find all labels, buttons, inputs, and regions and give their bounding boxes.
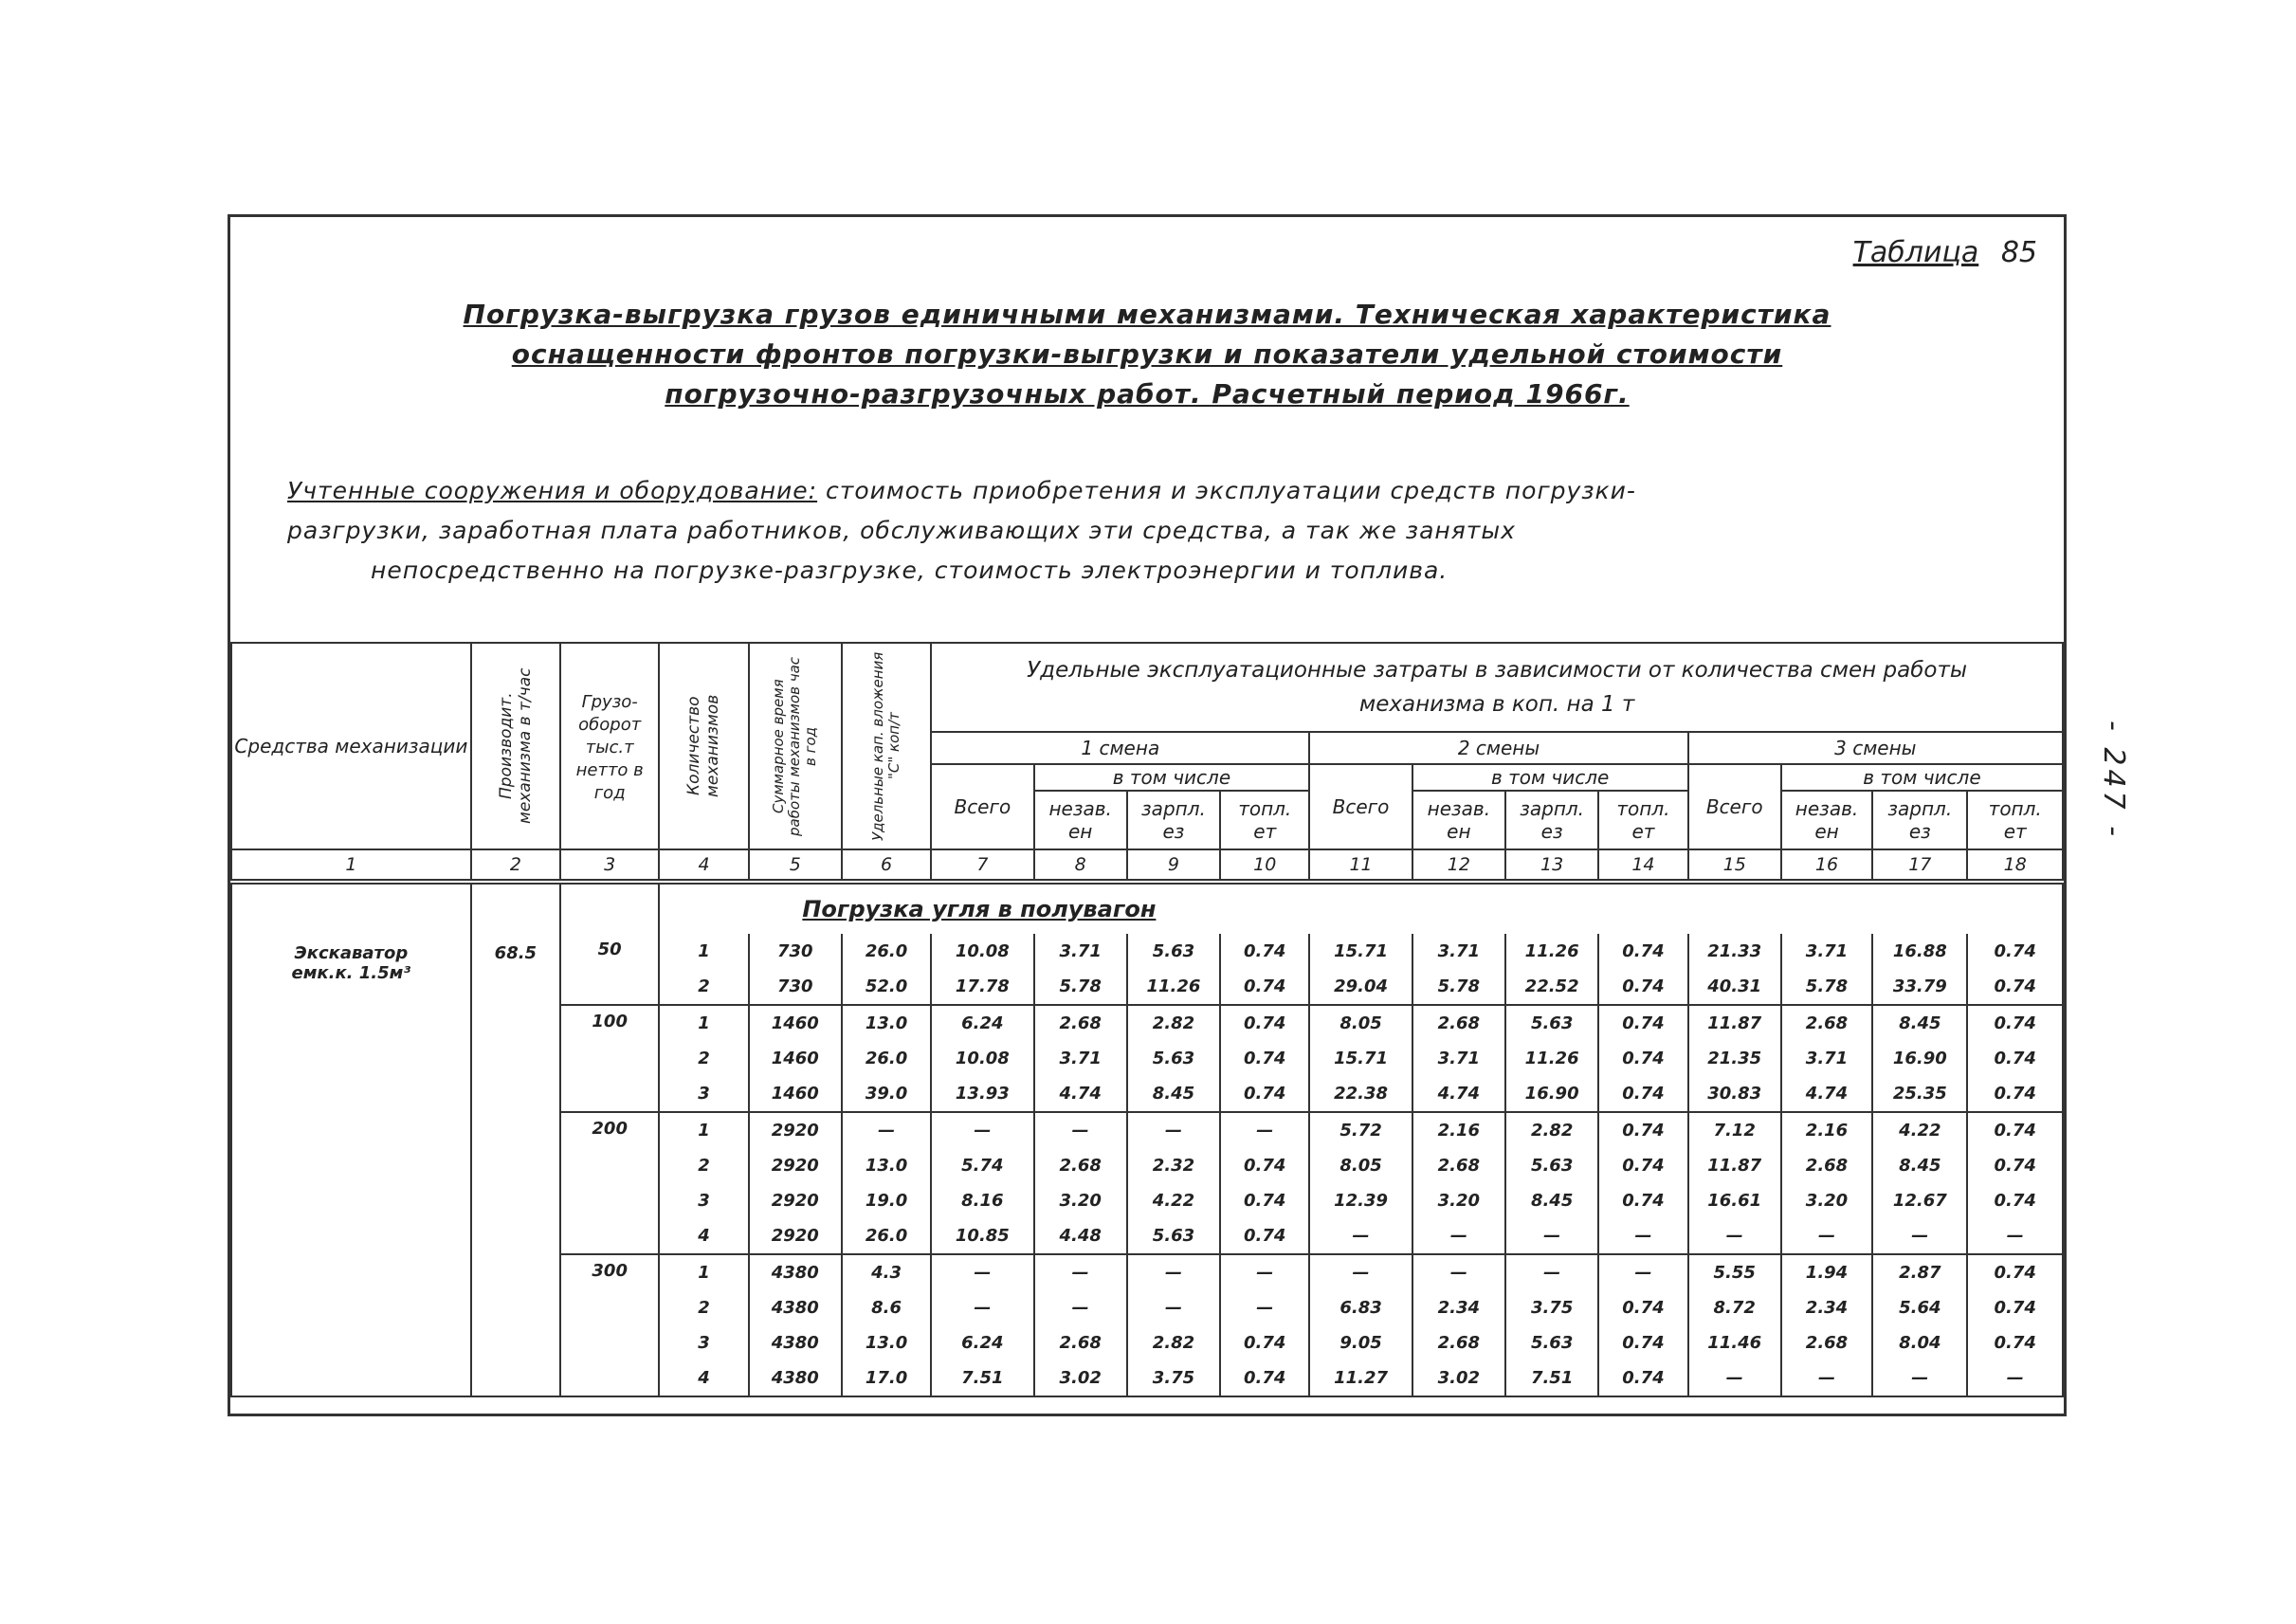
table-cell: 0.74 [1967, 1290, 2063, 1325]
table-cell: 0.74 [1967, 934, 2063, 969]
column-number: 6 [842, 849, 931, 882]
table-cell: 16.61 [1688, 1183, 1781, 1218]
table-cell: 2920 [749, 1148, 842, 1183]
table-number-heading [1853, 236, 2037, 269]
table-cell: 0.74 [1220, 969, 1309, 1005]
table-title [230, 295, 2064, 414]
table-cell: 1 [659, 1005, 748, 1041]
table-cell: 7.51 [931, 1360, 1033, 1396]
title-line-1: Погрузка-выгрузка грузов единичными механизмами. Техническая характеристика [463, 299, 1831, 330]
table-cell: — [1412, 1254, 1505, 1290]
table-cell: 2.68 [1034, 1148, 1127, 1183]
header-total-2: Всего [1309, 764, 1412, 849]
table-cell: 0.74 [1598, 1112, 1687, 1148]
table-cell: — [931, 1112, 1033, 1148]
table-cell: — [1309, 1254, 1412, 1290]
table-cell: 5.78 [1781, 969, 1872, 1005]
table-cell: 26.0 [842, 934, 931, 969]
table-cell: 3.75 [1127, 1360, 1220, 1396]
table-cell: 12.39 [1309, 1183, 1412, 1218]
column-number: 8 [1034, 849, 1127, 882]
table-label: Таблица [1852, 236, 1979, 269]
table-cell: 4380 [749, 1254, 842, 1290]
table-cell: 12.67 [1872, 1183, 1967, 1218]
table-cell: 17.78 [931, 969, 1033, 1005]
section-row [231, 882, 2063, 934]
table-cell: 6.24 [931, 1325, 1033, 1360]
column-number: 17 [1872, 849, 1967, 882]
data-table [230, 642, 2064, 1397]
table-cell: 4.74 [1034, 1076, 1127, 1112]
table-cell: 3.20 [1412, 1183, 1505, 1218]
table-cell: 9.05 [1309, 1325, 1412, 1360]
table-cell: 3.71 [1412, 1041, 1505, 1076]
header-incl-3: в том числе [1781, 764, 2063, 791]
column-number: 16 [1781, 849, 1872, 882]
table-cell: 10.08 [931, 934, 1033, 969]
table-cell: — [1688, 1360, 1781, 1396]
table-cell: — [1967, 1218, 2063, 1254]
table-cell: — [1505, 1218, 1598, 1254]
table-cell: 2.34 [1412, 1290, 1505, 1325]
table-cell: — [1127, 1254, 1220, 1290]
table-cell: 0.74 [1598, 1041, 1687, 1076]
table-cell: 26.0 [842, 1218, 931, 1254]
table-cell: 4.3 [842, 1254, 931, 1290]
table-cell: 13.0 [842, 1005, 931, 1041]
table-cell: 8.45 [1505, 1183, 1598, 1218]
header-zarpl-1: зарпл. ез [1127, 791, 1220, 849]
table-cell: 2.16 [1412, 1112, 1505, 1148]
note-lead: Учтенные сооружения и оборудование: [287, 477, 818, 504]
table-cell: 0.74 [1967, 1148, 2063, 1183]
table-cell: 15.71 [1309, 1041, 1412, 1076]
table-cell: — [1688, 1218, 1781, 1254]
table-cell: 3.71 [1412, 934, 1505, 969]
table-cell: 8.16 [931, 1183, 1033, 1218]
table-cell: 0.74 [1598, 1076, 1687, 1112]
machine-line-1: Экскаватор [294, 943, 409, 963]
table-header [231, 643, 2063, 882]
table-cell: 3 [659, 1325, 748, 1360]
table-cell: — [1598, 1218, 1687, 1254]
table-cell: 1 [659, 1112, 748, 1148]
column-number: 15 [1688, 849, 1781, 882]
table-cell: 11.26 [1505, 1041, 1598, 1076]
table-cell: 5.63 [1505, 1005, 1598, 1041]
header-shift-3: 3 смены [1688, 732, 2063, 764]
table-cell: — [1505, 1254, 1598, 1290]
table-cell: — [931, 1290, 1033, 1325]
table-cell: — [1781, 1218, 1872, 1254]
table-cell: 0.74 [1220, 1148, 1309, 1183]
accounted-items-note [287, 471, 2007, 591]
table-cell: 39.0 [842, 1076, 931, 1112]
table-cell: 2.82 [1127, 1005, 1220, 1041]
table-cell: 8.05 [1309, 1005, 1412, 1041]
table-cell: — [1127, 1112, 1220, 1148]
table-cell: 30.83 [1688, 1076, 1781, 1112]
table-cell: 1460 [749, 1076, 842, 1112]
note-line-3: непосредственно на погрузке-разгрузке, стоимость электроэнергии и топлива. [371, 557, 1449, 584]
table-cell: 5.63 [1127, 934, 1220, 969]
table-cell: 11.87 [1688, 1005, 1781, 1041]
column-number: 2 [471, 849, 560, 882]
table-cell: — [1034, 1254, 1127, 1290]
table-cell: 1 [659, 934, 748, 969]
table-cell: 0.74 [1967, 1112, 2063, 1148]
note-line-1 [287, 471, 2007, 511]
table-cell: 5.64 [1872, 1290, 1967, 1325]
column-number: 10 [1220, 849, 1309, 882]
table-cell: 3 [659, 1076, 748, 1112]
table-cell: 8.04 [1872, 1325, 1967, 1360]
machine-productivity: 68.5 [471, 882, 560, 1396]
table-cell: 8.72 [1688, 1290, 1781, 1325]
title-line-3: погрузочно-разгрузочных работ. Расчетный период 1966г. [665, 378, 1630, 410]
header-total-3: Всего [1688, 764, 1781, 849]
table-cell: — [1034, 1112, 1127, 1148]
table-cell: 2.87 [1872, 1254, 1967, 1290]
table-cell: — [931, 1254, 1033, 1290]
table-cell: 0.74 [1967, 1005, 2063, 1041]
turnover-cell: 300 [560, 1254, 659, 1396]
table-cell: 2.68 [1781, 1005, 1872, 1041]
table-cell: 40.31 [1688, 969, 1781, 1005]
header-means: Средства механизации [231, 643, 471, 849]
table-cell: 0.74 [1967, 1254, 2063, 1290]
table-cell: 0.74 [1598, 1325, 1687, 1360]
table-cell: 3.20 [1034, 1183, 1127, 1218]
column-number: 1 [231, 849, 471, 882]
table-cell: — [1034, 1290, 1127, 1325]
header-count: Количество механизмов [659, 643, 748, 849]
header-incl-1: в том числе [1034, 764, 1310, 791]
table-cell: 0.74 [1967, 1183, 2063, 1218]
header-nezav-2: незав. ен [1412, 791, 1505, 849]
column-number-row [231, 849, 2063, 882]
table-cell: 2920 [749, 1183, 842, 1218]
table-cell: 2 [659, 1290, 748, 1325]
table-cell: 2.16 [1781, 1112, 1872, 1148]
table-cell: 1 [659, 1254, 748, 1290]
table-cell: 52.0 [842, 969, 931, 1005]
table-cell: 2.68 [1412, 1148, 1505, 1183]
table-cell: 0.74 [1220, 1005, 1309, 1041]
header-shift-2: 2 смены [1309, 732, 1687, 764]
table-cell: 5.74 [931, 1148, 1033, 1183]
table-cell: 4.22 [1872, 1112, 1967, 1148]
table-cell: — [842, 1112, 931, 1148]
table-cell: 8.45 [1872, 1148, 1967, 1183]
table-cell: 11.87 [1688, 1148, 1781, 1183]
table-cell: 2.68 [1412, 1325, 1505, 1360]
table-cell: 16.88 [1872, 934, 1967, 969]
table-sheet [228, 214, 2067, 1416]
table-cell: 1.94 [1781, 1254, 1872, 1290]
table-cell: 5.55 [1688, 1254, 1781, 1290]
table-cell: 2.68 [1034, 1325, 1127, 1360]
table-cell: — [1220, 1254, 1309, 1290]
table-cell: 2.68 [1034, 1005, 1127, 1041]
table-cell: 22.52 [1505, 969, 1598, 1005]
table-cell: 0.74 [1598, 1148, 1687, 1183]
header-shift-1: 1 смена [931, 732, 1309, 764]
table-cell: 3.02 [1034, 1360, 1127, 1396]
table-body [231, 882, 2063, 1396]
table-cell: 5.63 [1505, 1148, 1598, 1183]
table-cell: 0.74 [1598, 1290, 1687, 1325]
table-cell: 21.35 [1688, 1041, 1781, 1076]
table-cell: 7.51 [1505, 1360, 1598, 1396]
table-cell: 6.24 [931, 1005, 1033, 1041]
header-topl-1: топл. ет [1220, 791, 1309, 849]
column-number: 11 [1309, 849, 1412, 882]
table-cell: 8.6 [842, 1290, 931, 1325]
table-cell: 3.20 [1781, 1183, 1872, 1218]
table-cell: 5.63 [1127, 1218, 1220, 1254]
table-cell: 0.74 [1967, 1325, 2063, 1360]
table-cell: — [1872, 1360, 1967, 1396]
table-cell: 16.90 [1872, 1041, 1967, 1076]
table-cell: 15.71 [1309, 934, 1412, 969]
table-cell: 5.78 [1034, 969, 1127, 1005]
table-cell: 13.0 [842, 1148, 931, 1183]
table-cell: — [1872, 1218, 1967, 1254]
table-cell: 5.63 [1127, 1041, 1220, 1076]
table-cell: 3.71 [1781, 1041, 1872, 1076]
header-zarpl-3: зарпл. ез [1872, 791, 1967, 849]
table-cell: 33.79 [1872, 969, 1967, 1005]
table-cell: — [1598, 1254, 1687, 1290]
header-turnover: Грузо- оборот тыс.т нетто в год [560, 643, 659, 849]
table-cell: — [1309, 1218, 1412, 1254]
table-cell: 0.74 [1220, 1325, 1309, 1360]
table-cell: 0.74 [1598, 969, 1687, 1005]
table-cell: 3.71 [1781, 934, 1872, 969]
note-line-2: разгрузки, заработная плата работников, обслуживающих эти средства, а так же занятых [287, 517, 1516, 544]
table-cell: 0.74 [1598, 1360, 1687, 1396]
header-specific-cost: Удельные кап. вложения "С" коп/т [842, 643, 931, 849]
turnover-cell: 200 [560, 1112, 659, 1254]
machine-name [231, 882, 471, 1396]
table-cell: 29.04 [1309, 969, 1412, 1005]
turnover-cell: 50 [560, 934, 659, 1005]
table-cell: 0.74 [1967, 1076, 2063, 1112]
table-cell: 11.27 [1309, 1360, 1412, 1396]
table-cell: 2.68 [1412, 1005, 1505, 1041]
column-number: 3 [560, 849, 659, 882]
table-cell: 8.45 [1872, 1005, 1967, 1041]
turnover-cell: 100 [560, 1005, 659, 1112]
table-cell: — [1781, 1360, 1872, 1396]
table-cell: 25.35 [1872, 1076, 1967, 1112]
table-cell: 10.85 [931, 1218, 1033, 1254]
column-number: 9 [1127, 849, 1220, 882]
table-cell: 5.63 [1505, 1325, 1598, 1360]
table-cell: 3.02 [1412, 1360, 1505, 1396]
table-cell: 1460 [749, 1005, 842, 1041]
table-cell: 730 [749, 934, 842, 969]
table-cell: 19.0 [842, 1183, 931, 1218]
column-number: 12 [1412, 849, 1505, 882]
table-cell: 4.74 [1781, 1076, 1872, 1112]
table-cell: 3.71 [1034, 934, 1127, 969]
table-cell: 0.74 [1598, 1183, 1687, 1218]
table-cell: 2 [659, 1041, 748, 1076]
column-number: 4 [659, 849, 748, 882]
table-cell: 2920 [749, 1218, 842, 1254]
table-cell: 4 [659, 1360, 748, 1396]
table-cell: 2920 [749, 1112, 842, 1148]
table-cell: 16.90 [1505, 1076, 1598, 1112]
table-cell: 4380 [749, 1290, 842, 1325]
table-cell: 7.12 [1688, 1112, 1781, 1148]
table-cell: 17.0 [842, 1360, 931, 1396]
table-cell: 0.74 [1220, 1183, 1309, 1218]
header-zarpl-2: зарпл. ез [1505, 791, 1598, 849]
table-cell: 11.46 [1688, 1325, 1781, 1360]
header-productivity: Производит. механизма в т/час [471, 643, 560, 849]
header-nezav-1: незав. ен [1034, 791, 1127, 849]
note-line-1-text: стоимость приобретения и эксплуатации средств погрузки- [826, 477, 1636, 504]
table-cell: 0.74 [1220, 1041, 1309, 1076]
table-cell: — [1127, 1290, 1220, 1325]
table-cell: 3 [659, 1183, 748, 1218]
table-cell: 3.71 [1034, 1041, 1127, 1076]
header-topl-2: топл. ет [1598, 791, 1687, 849]
table-cell: — [1220, 1290, 1309, 1325]
table-cell: 2.34 [1781, 1290, 1872, 1325]
table-cell: 4380 [749, 1360, 842, 1396]
table-cell: 21.33 [1688, 934, 1781, 969]
table-cell: 13.0 [842, 1325, 931, 1360]
table-cell: 0.74 [1220, 1076, 1309, 1112]
table-cell: 0.74 [1220, 1218, 1309, 1254]
column-number: 18 [1967, 849, 2063, 882]
table-cell: 22.38 [1309, 1076, 1412, 1112]
table-cell: 0.74 [1598, 1005, 1687, 1041]
column-number: 7 [931, 849, 1033, 882]
table-cell: 0.74 [1967, 1041, 2063, 1076]
table-cell: 11.26 [1127, 969, 1220, 1005]
table-cell: 10.08 [931, 1041, 1033, 1076]
table-number: 85 [2000, 236, 2037, 269]
section-title-text: Погрузка угля в полувагон [802, 896, 1157, 922]
table-cell: 0.74 [1598, 934, 1687, 969]
table-cell: 11.26 [1505, 934, 1598, 969]
table-cell: 0.74 [1220, 1360, 1309, 1396]
table-cell: 5.78 [1412, 969, 1505, 1005]
table-cell: — [1220, 1112, 1309, 1148]
table-cell: 0.74 [1967, 969, 2063, 1005]
blank-cell [560, 882, 659, 934]
header-incl-2: в том числе [1412, 764, 1688, 791]
table-cell: 2.68 [1781, 1325, 1872, 1360]
table-cell: 2.82 [1505, 1112, 1598, 1148]
header-nezav-3: незав. ен [1781, 791, 1872, 849]
header-topl-3: топл. ет [1967, 791, 2063, 849]
table-cell: — [1967, 1360, 2063, 1396]
header-total-1: Всего [931, 764, 1033, 849]
table-cell: 2.68 [1781, 1148, 1872, 1183]
table-cell: 4.74 [1412, 1076, 1505, 1112]
table-cell: 8.45 [1127, 1076, 1220, 1112]
table-cell: 4.48 [1034, 1218, 1127, 1254]
table-cell: 0.74 [1220, 934, 1309, 969]
header-operating-costs: Удельные эксплуатационные затраты в зависимости от количества смен работы механизма в коп. на 1 т [931, 643, 2063, 732]
table-cell: 730 [749, 969, 842, 1005]
table-cell: — [1412, 1218, 1505, 1254]
table-cell: 2 [659, 969, 748, 1005]
table-cell: 2.82 [1127, 1325, 1220, 1360]
table-cell: 4 [659, 1218, 748, 1254]
page-number: - 247 - [2097, 721, 2130, 840]
table-cell: 6.83 [1309, 1290, 1412, 1325]
table-cell: 13.93 [931, 1076, 1033, 1112]
section-title [659, 882, 2063, 934]
table-cell: 8.05 [1309, 1148, 1412, 1183]
column-number: 5 [749, 849, 842, 882]
table-cell: 3.75 [1505, 1290, 1598, 1325]
column-number: 13 [1505, 849, 1598, 882]
table-cell: 4.22 [1127, 1183, 1220, 1218]
table-cell: 5.72 [1309, 1112, 1412, 1148]
machine-line-2: емк.к. 1.5м³ [291, 963, 411, 983]
header-total-time: Суммарное время работы механизмов час в год [749, 643, 842, 849]
table-cell: 2.32 [1127, 1148, 1220, 1183]
table-cell: 1460 [749, 1041, 842, 1076]
table-cell: 26.0 [842, 1041, 931, 1076]
column-number: 14 [1598, 849, 1687, 882]
table-cell: 4380 [749, 1325, 842, 1360]
title-line-2: оснащенности фронтов погрузки-выгрузки и показатели удельной стоимости [511, 338, 1783, 370]
table-cell: 2 [659, 1148, 748, 1183]
